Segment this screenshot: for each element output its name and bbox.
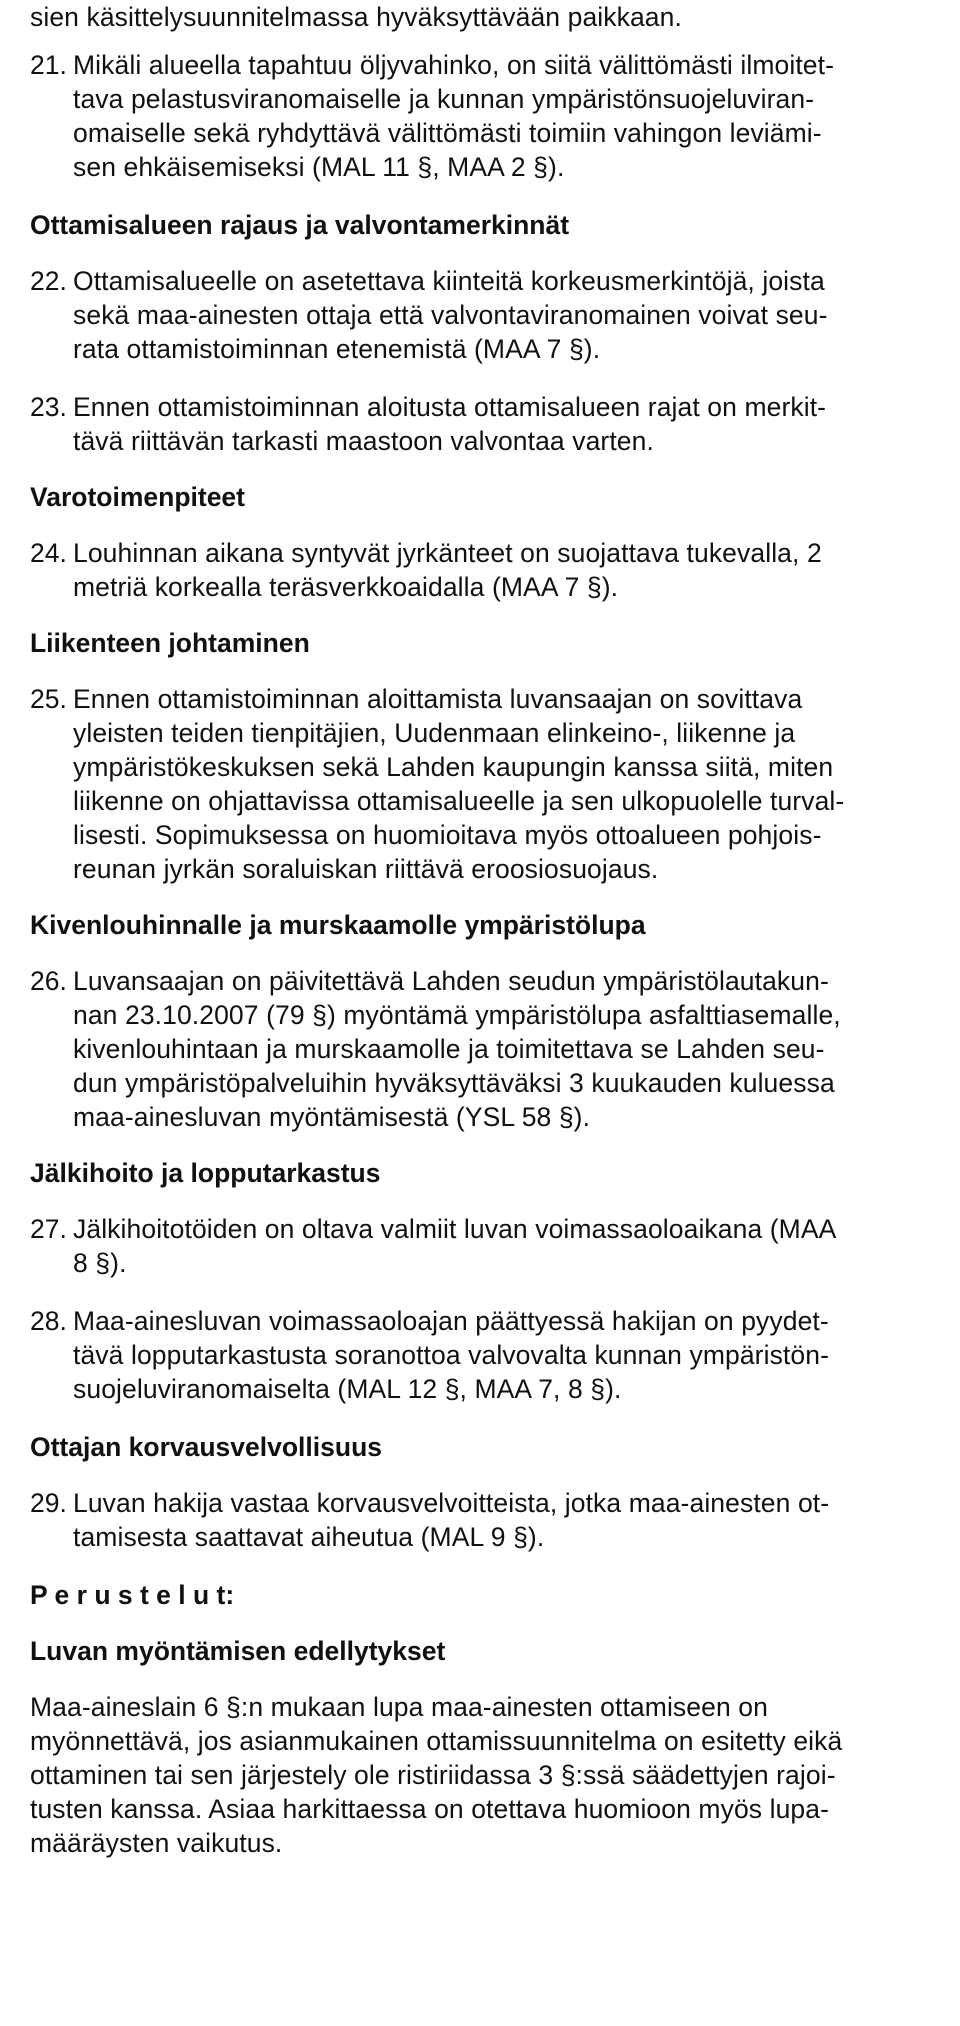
paragraph-25-line-5: lisesti. Sopimuksessa on huomioitava myös ottoalueen pohjois- <box>73 820 822 850</box>
paragraph-24-line-1: Louhinnan aikana syntyvät jyrkänteet on suojattava tukevalla, 2 <box>73 538 822 568</box>
heading-perustelut: P e r u s t e l u t: <box>30 1580 235 1610</box>
heading-ottajan-korvausvelvollisuus: Ottajan korvausvelvollisuus <box>30 1432 382 1462</box>
paragraph-22-line-1: Ottamisalueelle on asetettava kiinteitä korkeusmerkintöjä, joista <box>73 266 825 296</box>
paragraph-25-line-3: ympäristökeskuksen sekä Lahden kaupungin kanssa siitä, miten <box>73 752 834 782</box>
paragraph-27-line-1: Jälkihoitotöiden on oltava valmiit luvan voimassaoloaikana (MAA <box>73 1214 837 1244</box>
paragraph-25-line-4: liikenne on ohjattavissa ottamisalueelle ja sen ulkopuolelle turval- <box>73 786 845 816</box>
item-number-27: 27. <box>30 1214 67 1244</box>
paragraph-25-line-2: yleisten teiden tienpitäjien, Uudenmaan elinkeino-, liikenne ja <box>73 718 796 748</box>
paragraph-28-line-1: Maa-ainesluvan voimassaoloajan päättyessä hakijan on pyydet- <box>73 1306 829 1336</box>
heading-liikenteen-johtaminen: Liikenteen johtaminen <box>30 628 310 658</box>
perustelut-paragraph-line-1: Maa-aineslain 6 §:n mukaan lupa maa-ainesten ottamiseen on <box>30 1692 768 1722</box>
perustelut-paragraph-line-2: myönnettävä, jos asianmukainen ottamissuunnitelma on esitetty eikä <box>30 1726 843 1756</box>
perustelut-paragraph-line-5: määräysten vaikutus. <box>30 1828 283 1858</box>
heading-kivenlouhinnalle: Kivenlouhinnalle ja murskaamolle ympäristölupa <box>30 910 646 940</box>
item-number-29: 29. <box>30 1488 67 1518</box>
paragraph-26-line-5: maa-ainesluvan myöntämisestä (YSL 58 §). <box>73 1102 591 1132</box>
perustelut-paragraph-line-4: tusten kanssa. Asiaa harkittaessa on otettava huomioon myös lupa- <box>30 1794 830 1824</box>
item-number-28: 28. <box>30 1306 67 1336</box>
item-number-22: 22. <box>30 266 67 296</box>
paragraph-26-line-2: nan 23.10.2007 (79 §) myöntämä ympäristölupa asfalttiasemalle, <box>73 1000 841 1030</box>
item-number-23: 23. <box>30 392 67 422</box>
perustelut-paragraph-line-3: ottaminen tai sen järjestely ole ristiriidassa 3 §:ssä säädettyjen rajoi- <box>30 1760 836 1790</box>
item-number-26: 26. <box>30 966 67 996</box>
item-number-24: 24. <box>30 538 67 568</box>
paragraph-25-line-1: Ennen ottamistoiminnan aloittamista luvansaajan on sovittava <box>73 684 803 714</box>
paragraph-28-line-3: suojeluviranomaiselta (MAL 12 §, MAA 7, 8 §). <box>73 1374 622 1404</box>
paragraph-26-line-4: dun ympäristöpalveluihin hyväksyttäväksi 3 kuukauden kuluessa <box>73 1068 835 1098</box>
paragraph-26-line-3: kivenlouhintaan ja murskaamolle ja toimitettava se Lahden seu- <box>73 1034 825 1064</box>
heading-jalkihoito: Jälkihoito ja lopputarkastus <box>30 1158 381 1188</box>
item-number-25: 25. <box>30 684 67 714</box>
paragraph-20-tail: sien käsittelysuunnitelmassa hyväksyttävään paikkaan. <box>30 2 682 32</box>
paragraph-28-line-2: tävä lopputarkastusta soranottoa valvovalta kunnan ympäristön- <box>73 1340 829 1370</box>
heading-ottamisalueen-rajaus: Ottamisalueen rajaus ja valvontamerkinnät <box>30 210 570 240</box>
paragraph-21-line-3: omaiselle sekä ryhdyttävä välittömästi toimiin vahingon leviämi- <box>73 118 822 148</box>
heading-luvan-myontamisen-edellytykset: Luvan myöntämisen edellytykset <box>30 1636 446 1666</box>
paragraph-23-line-2: tävä riittävän tarkasti maastoon valvontaa varten. <box>73 426 654 456</box>
paragraph-27-line-2: 8 §). <box>73 1248 127 1278</box>
paragraph-29-line-1: Luvan hakija vastaa korvausvelvoitteista, jotka maa-ainesten ot- <box>73 1488 830 1518</box>
paragraph-22-line-2: sekä maa-ainesten ottaja että valvontaviranomainen voivat seu- <box>73 300 828 330</box>
item-number-21: 21. <box>30 50 67 80</box>
paragraph-21-line-4: sen ehkäisemiseksi (MAL 11 §, MAA 2 §). <box>73 152 565 182</box>
heading-varotoimenpiteet: Varotoimenpiteet <box>30 482 245 512</box>
paragraph-23-line-1: Ennen ottamistoiminnan aloitusta ottamisalueen rajat on merkit- <box>73 392 827 422</box>
paragraph-29-line-2: tamisesta saattavat aiheutua (MAL 9 §). <box>73 1522 545 1552</box>
paragraph-21-line-2: tava pelastusviranomaiselle ja kunnan ympäristönsuojeluviran- <box>73 84 815 114</box>
paragraph-21-line-1: Mikäli alueella tapahtuu öljyvahinko, on siitä välittömästi ilmoitet- <box>73 50 835 80</box>
paragraph-24-line-2: metriä korkealla teräsverkkoaidalla (MAA 7 §). <box>73 572 619 602</box>
paragraph-26-line-1: Luvansaajan on päivitettävä Lahden seudun ympäristölautakun- <box>73 966 829 996</box>
paragraph-22-line-3: rata ottamistoiminnan etenemistä (MAA 7 §). <box>73 334 601 364</box>
paragraph-25-line-6: reunan jyrkän soraluiskan riittävä eroosiosuojaus. <box>73 854 659 884</box>
